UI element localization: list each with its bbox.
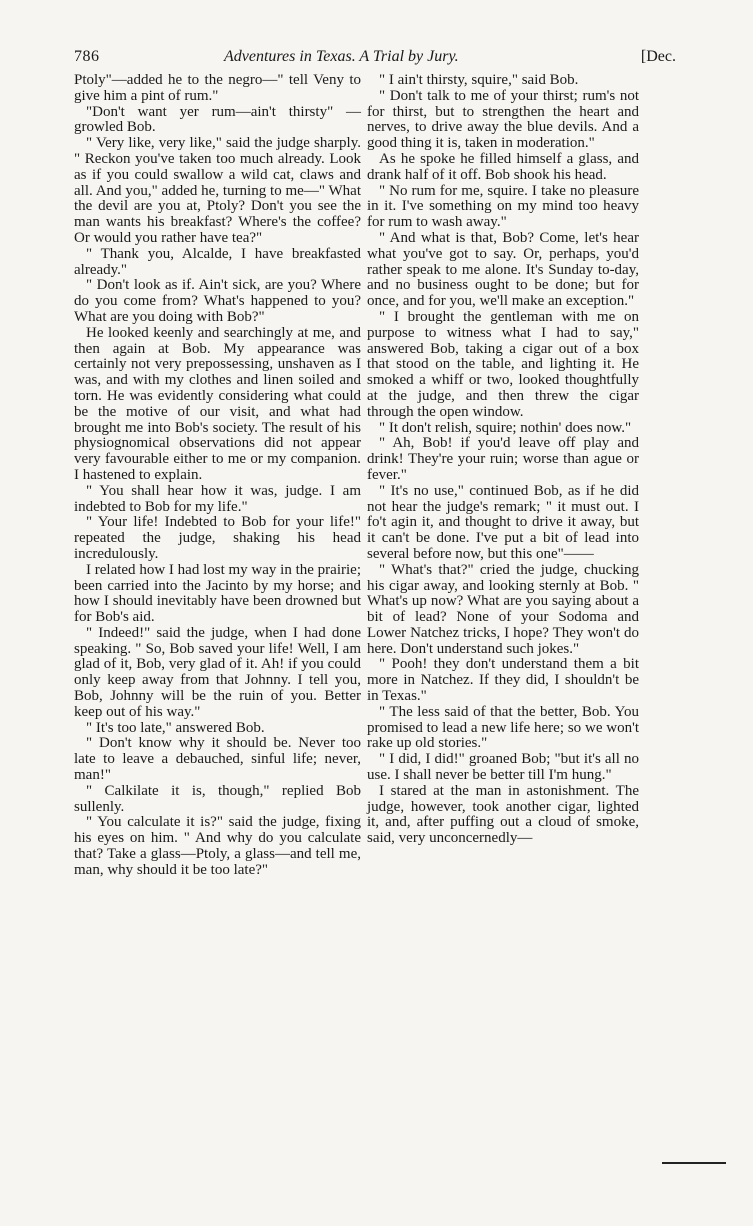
paragraph: He looked keenly and searchingly at me, and then again at Bob. My appearance was certainly not very prepossessing, unshaven as I was, and with my clothes and linen soiled and torn. He was evidently considering what could be the motive of our visit, and what had brought me into Bob's society. The result of his physiognomical observations did not appear very favourable either to me or my companion. I hastened to explain. [74, 324, 361, 483]
paragraph: " The less said of that the better, Bob. You promised to lead a new life here; so we won't rake up old stories." [367, 703, 639, 752]
paragraph: " You calculate it is?" said the judge, fixing his eyes on him. " And why do you calculate that? Take a glass—Ptoly, a glass—and tell me, man, why should it be too late?" [74, 814, 361, 878]
footer-rule [662, 1162, 726, 1164]
paragraph: " It's too late," answered Bob. [86, 719, 265, 736]
paragraph: As he spoke he filled himself a glass, and drank half of it off. Bob shook his head. [367, 150, 639, 183]
paragraph: " Pooh! they don't understand them a bit more in Natchez. If they did, I shouldn't be in Texas." [367, 656, 639, 705]
paragraph: " Your life! Indebted to Bob for your life!" repeated the judge, shaking his head incredulously. [74, 514, 361, 562]
paragraph: " It don't relish, squire; nothin' does now." [379, 419, 632, 436]
right-column [367, 73, 639, 847]
paragraph: "Don't want yer rum—ain't thirsty" —growled Bob. [74, 103, 361, 136]
paragraph: " It's no use," continued Bob, as if he did not hear the judge's remark; " it must out. I fo't agin it, and thought to drive it away, but it can't be done. I've put a bit of lead into several before now, but this one"—— [367, 482, 639, 562]
running-title: Adventures in Texas. A Trial by Jury. [224, 48, 459, 65]
page-number: 786 [74, 48, 100, 65]
paragraph: " What's that?" cried the judge, chucking his cigar away, and looking sternly at Bob. " What's up now? What are you saying about a bit of lead? None of your Sodoma and Lower Natchez tricks, I hope? They won't do here. Don't understand such jokes." [367, 561, 639, 657]
paragraph: " Indeed!" said the judge, when I had done speaking. " So, Bob saved your life! Well, I am glad of it, Bob, very glad of it. Ah! if you could only keep away from that Johnny. I tell you, Bob, Johnny will be the ruin of you. Better keep out of his way." [74, 624, 361, 720]
paragraph: " You shall hear how it was, judge. I am indebted to Bob for my life." [74, 482, 361, 515]
issue-month: [Dec. [640, 48, 676, 65]
paragraph: " And what is that, Bob? Come, let's hear what you've got to say. Or, perhaps, you'd rather speak to me alone. It's Sunday to-day, and no business ought to be done; but for once, and for you, we'll make an exception." [367, 229, 639, 310]
paragraph: " I ain't thirsty, squire," said Bob. [379, 72, 579, 88]
paragraph: " Thank you, Alcalde, I have breakfasted already." [74, 245, 361, 278]
paragraph: " Don't look as if. Ain't sick, are you? Where do you come from? What's happened to you? What are you doing with Bob?" [74, 277, 361, 325]
paragraph: " I did, I did!" groaned Bob; "but it's all no use. I shall never be better till I'm hung." [367, 751, 639, 784]
paragraph: I related how I had lost my way in the prairie; been carried into the Jacinto by my horse; and how I should inevitably have been drowned but for Bob's aid. [74, 561, 361, 626]
paragraph: " Don't talk to me of your thirst; rum's not for thirst, but to strengthen the heart and nerves, to drive away the blue devils. And a good thing it is, taken in moderation." [367, 87, 639, 152]
running-header [74, 48, 676, 70]
left-column [74, 73, 361, 879]
paragraph: " Calkilate it is, though," replied Bob sullenly. [74, 782, 361, 815]
paragraph: " I brought the gentleman with me on purpose to witness what I had to say," answered Bob, taking a cigar out of a box that stood on the table, and lighting it. He smoked a whiff or two, looked thoughtfully at the judge, and then threw the cigar through the open window. [367, 308, 639, 420]
paragraph: " No rum for me, squire. I take no pleasure in it. I've something on my mind too heavy for rum to wash away." [367, 182, 639, 231]
paragraph: Ptoly"—added he to the negro—" tell Veny to give him a pint of rum." [74, 72, 361, 104]
paragraph: I stared at the man in astonishment. The judge, however, took another cigar, lighted it, and, after puffing out a cloud of smoke, said, very unconcernedly— [367, 782, 639, 847]
paragraph: " Very like, very like," said the judge sharply. " Reckon you've taken too much already. Look as if you could swallow a wild cat, claws and all. And you," added he, turning to me—" What the devil are you at, Ptoly? Don't you see the man wants his breakfast? Where's the coffee? Or would you rather have tea?" [74, 135, 361, 246]
paragraph: " Ah, Bob! if you'd leave off play and drink! They're your ruin; worse than ague or fever." [367, 435, 639, 483]
paragraph: " Don't know why it should be. Never too late to leave a debauched, sinful life; never, man!" [74, 735, 361, 784]
